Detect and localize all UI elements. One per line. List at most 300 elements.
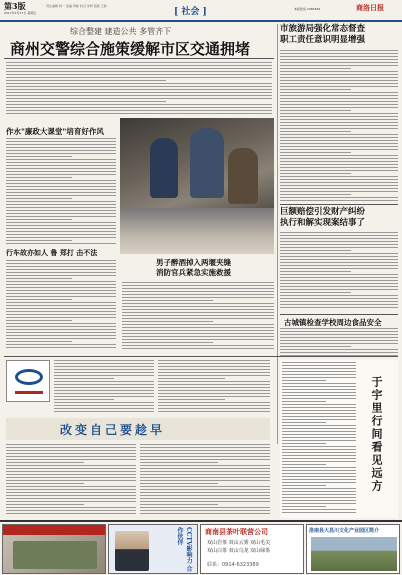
text-line (158, 393, 270, 394)
text-line (6, 465, 136, 466)
text-line (6, 260, 116, 261)
text-line (282, 464, 326, 465)
text-line (280, 116, 398, 117)
text-line (6, 495, 136, 496)
text-line (6, 174, 116, 175)
text-line (282, 503, 356, 504)
text-line (6, 486, 136, 487)
text-line (6, 471, 136, 472)
text-line (280, 89, 351, 90)
text-line (280, 173, 351, 174)
photo-crevice (120, 208, 274, 254)
text-line (6, 444, 136, 445)
text-line (6, 234, 116, 235)
text-line (280, 53, 398, 54)
text-line (122, 327, 274, 328)
photo-figure-3 (228, 148, 258, 204)
text-line (158, 363, 270, 364)
text-line (122, 294, 274, 295)
text-line (280, 241, 398, 242)
text-line (282, 473, 356, 474)
text-line (282, 401, 326, 402)
text-line (282, 500, 356, 501)
text-line (280, 146, 398, 147)
text-line (280, 343, 398, 344)
text-line (6, 320, 72, 321)
portrait-photo (115, 531, 149, 571)
text-line (6, 240, 72, 241)
text-line (158, 375, 270, 376)
text-line (122, 285, 274, 286)
text-line (6, 308, 116, 309)
text-line (6, 281, 116, 282)
text-line (54, 381, 154, 382)
mid-rule (4, 356, 398, 357)
text-line (140, 498, 270, 499)
text-line (6, 272, 116, 273)
text-line (282, 395, 356, 396)
hotline: 本版热线 2382819 (294, 7, 321, 11)
text-line (6, 293, 116, 294)
text-line (158, 396, 270, 397)
text-line (282, 512, 356, 513)
text-line (280, 164, 398, 165)
text-line (6, 243, 116, 244)
text-line (280, 346, 351, 347)
text-line (54, 384, 154, 385)
feature-banner (6, 418, 270, 440)
text-line (280, 232, 398, 233)
text-line (282, 446, 356, 447)
text-line (280, 155, 398, 156)
text-line (282, 410, 356, 411)
feature-left-text (54, 360, 154, 416)
text-line (280, 74, 398, 75)
text-line (6, 323, 116, 324)
logo-ad (6, 360, 50, 402)
text-line (280, 110, 351, 111)
text-line (6, 219, 72, 220)
text-line (140, 507, 270, 508)
text-line (6, 80, 166, 81)
text-line (6, 177, 72, 178)
text-line (6, 186, 116, 187)
text-line (6, 110, 272, 111)
text-line (6, 101, 166, 102)
text-line (54, 375, 154, 376)
feature-title: 改变自己要趁早 (60, 423, 166, 437)
text-line (6, 480, 136, 481)
text-line (6, 180, 116, 181)
text-line (54, 402, 154, 403)
text-line (6, 195, 116, 196)
text-line (280, 98, 398, 99)
text-line (280, 107, 398, 108)
text-line (6, 468, 136, 469)
text-line (6, 299, 72, 300)
text-line (280, 238, 398, 239)
text-line (282, 461, 356, 462)
text-line (282, 497, 356, 498)
text-line (280, 59, 398, 60)
text-line (6, 284, 116, 285)
text-line (6, 296, 116, 297)
text-line (6, 459, 136, 460)
text-line (158, 408, 270, 409)
text-line (282, 470, 356, 471)
text-line (158, 384, 270, 385)
ad1-line-2: 双山白茶 双山乌龙 双山绿茶 (207, 548, 271, 554)
text-line (158, 372, 270, 373)
text-line (122, 291, 274, 292)
text-line (6, 344, 116, 345)
text-line (282, 437, 356, 438)
text-line (6, 147, 116, 148)
text-line (6, 222, 116, 223)
text-line (280, 274, 398, 275)
text-line (6, 489, 136, 490)
text-line (54, 396, 154, 397)
text-line (280, 182, 398, 183)
text-line (280, 152, 351, 153)
text-line (6, 153, 116, 154)
text-line (54, 372, 154, 373)
text-line (6, 326, 116, 327)
text-line (280, 298, 398, 299)
text-line (6, 198, 72, 199)
text-line (6, 287, 116, 288)
text-line (6, 74, 272, 75)
text-line (6, 329, 116, 330)
text-line (6, 231, 116, 232)
text-line (280, 113, 398, 114)
text-line (6, 201, 116, 202)
rescue-photo (120, 118, 274, 254)
text-line (282, 380, 326, 381)
photo-figure-1 (150, 138, 178, 198)
text-line (282, 371, 356, 372)
ad-left-scene (13, 541, 97, 569)
text-line (122, 342, 213, 343)
text-line (282, 407, 356, 408)
text-line (54, 360, 154, 361)
text-line (280, 179, 398, 180)
text-line (6, 141, 116, 142)
text-line (280, 128, 398, 129)
text-line (280, 200, 398, 201)
text-line (280, 295, 398, 296)
text-line (280, 253, 398, 254)
right-story-1 (280, 24, 398, 204)
text-line (280, 349, 398, 350)
text-line (122, 330, 274, 331)
text-line (140, 504, 218, 505)
text-line (280, 271, 351, 272)
text-line (140, 444, 270, 445)
text-line (280, 262, 398, 263)
text-line (6, 228, 116, 229)
text-line (280, 307, 398, 308)
vertical-text-left (282, 362, 356, 516)
text-line (280, 65, 398, 66)
text-line (6, 189, 116, 190)
ad1-phone: 联系：0914-6323389 (207, 562, 259, 568)
text-line (282, 431, 356, 432)
park-photo (311, 537, 397, 571)
text-line (282, 383, 356, 384)
text-line (282, 434, 356, 435)
text-line (140, 501, 270, 502)
text-line (6, 207, 116, 208)
text-line (282, 440, 356, 441)
text-line (140, 480, 270, 481)
text-line (280, 352, 398, 353)
story1-body (6, 138, 116, 246)
text-line (280, 119, 398, 120)
text-line (6, 266, 116, 267)
text-line (282, 479, 356, 480)
ad-cctv (108, 524, 198, 574)
text-line (280, 71, 398, 72)
text-line (6, 314, 116, 315)
text-line (54, 399, 114, 400)
section-label: [ 社会 ] (174, 7, 207, 17)
text-line (54, 408, 154, 409)
text-line (280, 331, 398, 332)
text-line (280, 86, 398, 87)
text-line (140, 483, 218, 484)
story1-title: 作水"廉政大课堂"培育好作风 (6, 127, 104, 136)
text-line (280, 334, 398, 335)
text-line (6, 290, 116, 291)
right-story-3 (280, 314, 398, 358)
page-number: 第3版 (4, 1, 26, 11)
text-line (6, 156, 72, 157)
text-line (122, 318, 274, 319)
text-line (6, 263, 116, 264)
text-line (6, 168, 116, 169)
text-line (122, 300, 213, 301)
text-line (140, 450, 270, 451)
text-line (6, 311, 116, 312)
lead-rule (4, 58, 274, 59)
text-line (280, 83, 398, 84)
story3-title: 男子醉酒掉入两堰夹缝 消防官兵紧急实施救援 (156, 258, 231, 277)
text-line (6, 492, 136, 493)
text-line (280, 304, 398, 305)
text-line (6, 213, 116, 214)
ad-tea (200, 524, 304, 574)
text-line (122, 348, 274, 349)
text-line (280, 337, 398, 338)
text-line (6, 68, 272, 69)
editor-line: 责任编辑 杨一 美编 贾峰 校对 李妍 组版 王海 (46, 4, 107, 8)
text-line (280, 301, 398, 302)
story2-body (6, 260, 116, 352)
text-line (282, 377, 356, 378)
text-line (6, 305, 116, 306)
text-line (158, 360, 270, 361)
text-line (6, 165, 116, 166)
text-line (6, 341, 72, 342)
text-line (54, 366, 154, 367)
ad1-line-1: 双山岩茶 双山云雾 双山毛尖 (207, 540, 271, 546)
text-line (6, 98, 272, 99)
text-line (54, 363, 154, 364)
text-line (122, 297, 274, 298)
right2-rule (280, 204, 398, 205)
text-line (6, 89, 272, 90)
ad-left-banner (3, 525, 106, 535)
text-line (122, 303, 274, 304)
text-line (6, 501, 136, 502)
text-line (6, 507, 136, 508)
lead-headline: 商州交警综合施策缓解市区交通拥堵 (10, 40, 251, 58)
right2-body (280, 232, 398, 312)
text-line (6, 302, 116, 303)
text-line (54, 405, 154, 406)
text-line (282, 389, 356, 390)
text-line (6, 462, 84, 463)
text-line (282, 416, 356, 417)
text-line (280, 268, 398, 269)
text-line (122, 345, 274, 346)
text-line (280, 250, 351, 251)
text-line (282, 374, 356, 375)
text-line (6, 278, 72, 279)
text-line (282, 386, 356, 387)
text-line (6, 237, 116, 238)
text-line (280, 259, 398, 260)
right3-body (280, 328, 398, 358)
text-line (158, 369, 270, 370)
text-line (282, 476, 356, 477)
text-line (282, 482, 356, 483)
logo-bar (15, 391, 43, 394)
text-line (6, 335, 116, 336)
text-line (282, 422, 326, 423)
col-divider (277, 24, 278, 444)
text-line (54, 387, 154, 388)
text-line (280, 125, 398, 126)
text-line (6, 504, 84, 505)
text-line (280, 185, 398, 186)
text-line (140, 471, 270, 472)
text-line (282, 413, 356, 414)
text-line (280, 188, 398, 189)
text-line (6, 456, 136, 457)
text-line (122, 333, 274, 334)
text-line (140, 513, 270, 514)
masthead (0, 0, 402, 22)
text-line (280, 191, 398, 192)
text-line (140, 462, 218, 463)
text-line (280, 194, 351, 195)
text-line (6, 216, 116, 217)
text-line (280, 140, 398, 141)
text-line (6, 317, 116, 318)
text-line (140, 486, 270, 487)
text-line (122, 321, 213, 322)
text-line (282, 452, 356, 453)
text-line (6, 477, 136, 478)
masthead-rule (0, 20, 402, 22)
text-line (282, 494, 356, 495)
text-line (6, 95, 272, 96)
text-line (280, 235, 398, 236)
text-line (282, 392, 356, 393)
text-line (140, 495, 270, 496)
text-line (122, 282, 274, 283)
text-line (6, 474, 136, 475)
text-line (6, 510, 136, 511)
ad-park (306, 524, 400, 574)
text-line (158, 399, 225, 400)
text-line (6, 171, 116, 172)
right2-title: 巨额赔偿引发财产纠纷 执行和解实现案结事了 (280, 207, 366, 228)
text-line (6, 150, 116, 151)
right-story-2 (280, 204, 398, 314)
text-line (280, 289, 398, 290)
text-line (140, 510, 270, 511)
text-line (158, 390, 270, 391)
text-line (282, 404, 356, 405)
text-line (280, 122, 398, 123)
text-line (280, 80, 398, 81)
text-line (122, 315, 274, 316)
text-line (6, 338, 116, 339)
feature-body-left (6, 444, 136, 518)
text-line (280, 50, 398, 51)
text-line (280, 131, 351, 132)
story2-title: 行车故亦如人 鲁 郑打 击不法 (6, 248, 98, 257)
lead-body-text (6, 62, 272, 118)
text-line (282, 458, 356, 459)
lead-kicker: 综合整建 建造公共 多管齐下 (70, 27, 172, 36)
text-line (282, 506, 326, 507)
text-line (280, 286, 398, 287)
text-line (280, 292, 351, 293)
text-line (140, 453, 270, 454)
text-line (280, 104, 398, 105)
ad-left-photo (2, 524, 106, 574)
text-line (280, 134, 398, 135)
right3-title: 古城镇检查学校周边食品安全 (284, 318, 382, 327)
text-line (6, 107, 272, 108)
text-line (158, 405, 270, 406)
text-line (122, 309, 274, 310)
text-line (282, 419, 356, 420)
text-line (280, 143, 398, 144)
text-line (280, 158, 398, 159)
text-line (140, 492, 270, 493)
text-line (6, 138, 116, 139)
text-line (6, 210, 116, 211)
text-line (140, 489, 270, 490)
text-line (280, 149, 398, 150)
story3-body (122, 282, 274, 352)
text-line (282, 488, 356, 489)
text-line (140, 456, 270, 457)
text-line (282, 365, 356, 366)
text-line (280, 265, 398, 266)
text-line (6, 183, 116, 184)
feature-mid-text (158, 360, 270, 416)
text-line (122, 312, 274, 313)
text-line (158, 381, 270, 382)
text-line (282, 368, 356, 369)
text-line (158, 387, 270, 388)
